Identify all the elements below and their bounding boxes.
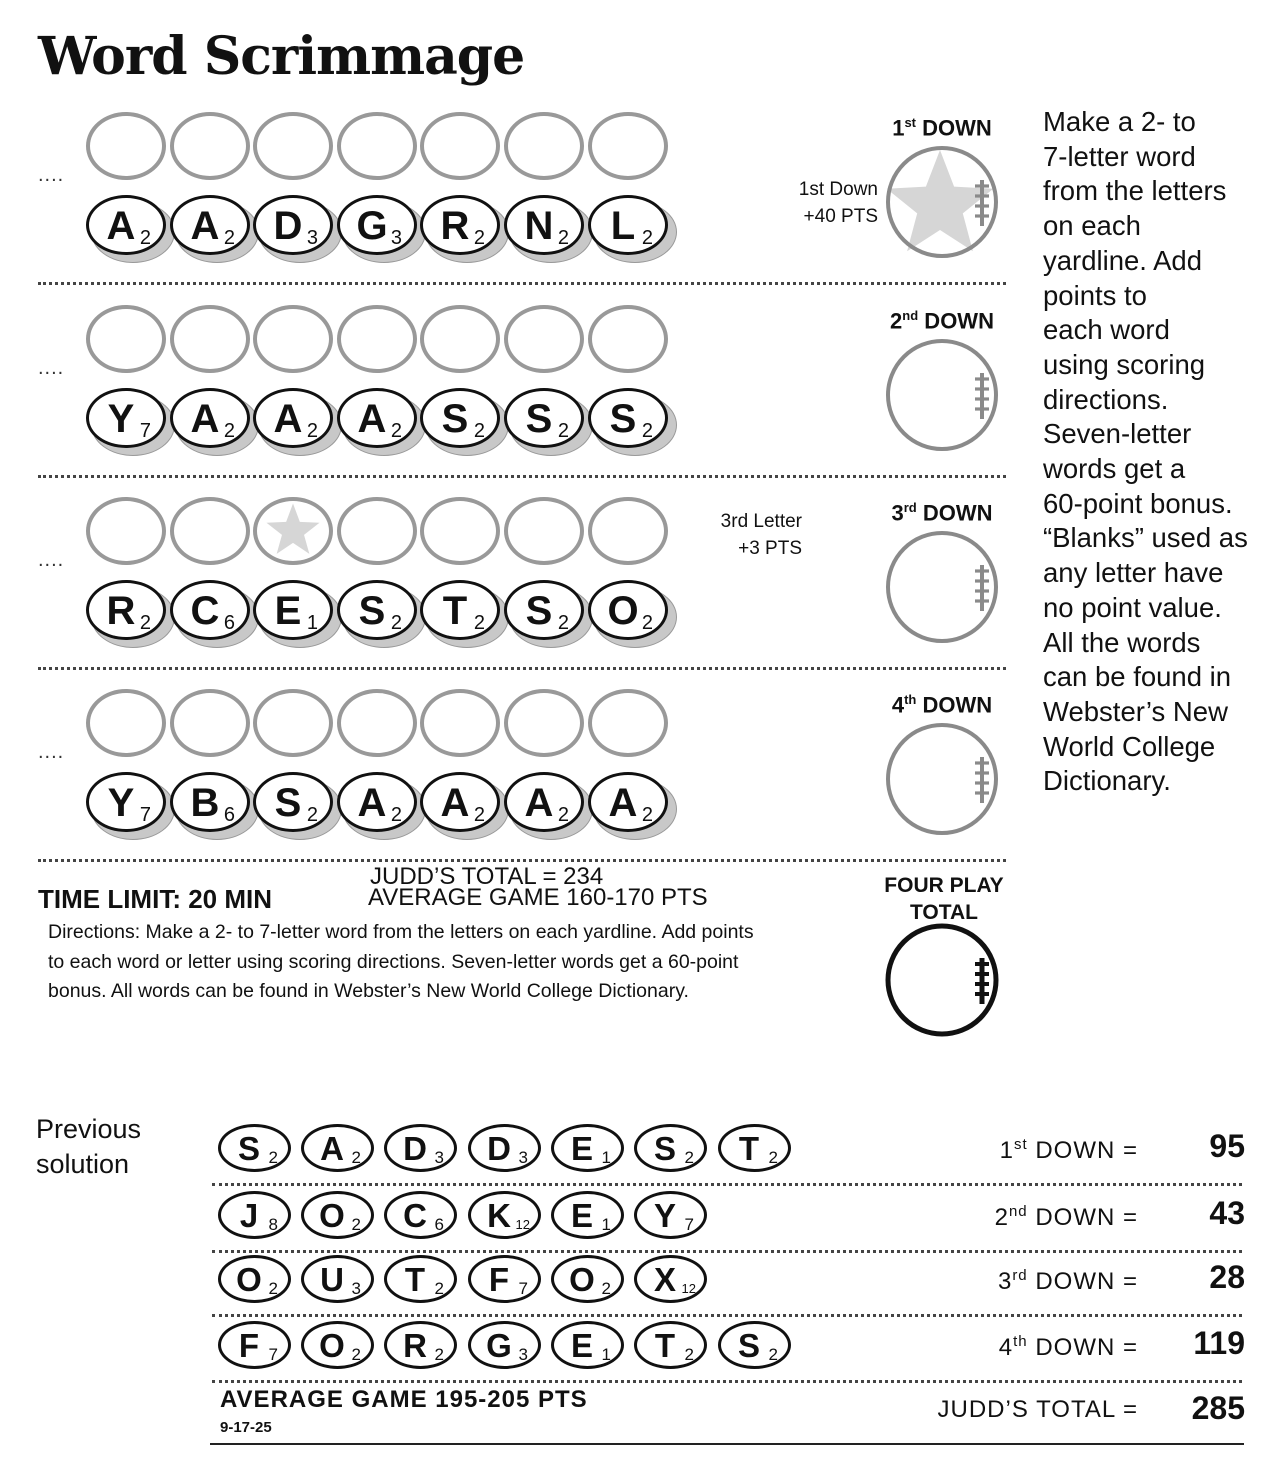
letter-tile[interactable]: [420, 580, 500, 640]
tile-points: 2: [139, 227, 151, 249]
solution-divider: [212, 1250, 1242, 1253]
tile-letter: A: [608, 781, 638, 825]
tile-letter: D: [403, 1130, 427, 1167]
letter-tile[interactable]: [504, 772, 584, 832]
tile-points: 3: [434, 1148, 444, 1167]
letter-tile[interactable]: [253, 580, 333, 640]
solution-tile: [384, 1191, 457, 1239]
down-label: [862, 308, 1022, 334]
letter-tile[interactable]: [504, 580, 584, 640]
tile-letter: S: [609, 397, 637, 441]
four-play-total-line: TOTAL: [909, 901, 979, 924]
solution-tile: [468, 1321, 541, 1369]
tile-letter: S: [525, 397, 553, 441]
down-word: DOWN: [916, 500, 993, 526]
tile-points: 1: [601, 1215, 611, 1234]
judds-total: JUDD’S TOTAL = 234: [370, 863, 604, 890]
solution-down-label: [890, 1203, 1138, 1232]
down-suffix: st: [1013, 1136, 1028, 1153]
letter-tile[interactable]: [337, 388, 417, 448]
solution-tile: [218, 1191, 291, 1239]
tile-letter: O: [607, 589, 639, 633]
tile-points: 2: [223, 420, 235, 442]
tile-letter: E: [570, 1130, 593, 1167]
tile-letter: S: [737, 1327, 760, 1364]
letter-tile[interactable]: [253, 388, 333, 448]
down-suffix: nd: [1008, 1203, 1028, 1220]
tile-letter: A: [320, 1130, 344, 1167]
letter-tile[interactable]: [420, 195, 500, 255]
letter-tile[interactable]: [588, 580, 668, 640]
letter-tile[interactable]: [86, 388, 166, 448]
tile-letter: D: [487, 1130, 511, 1167]
down-number: 3: [891, 500, 904, 526]
solution-tile: [384, 1321, 457, 1369]
four-play-total-label: [866, 872, 1022, 926]
tile-letter: B: [190, 781, 220, 825]
tile-points: 7: [518, 1279, 528, 1298]
tile-letter: E: [274, 589, 302, 633]
solution-tile: [551, 1321, 624, 1369]
tile-points: 3: [518, 1345, 528, 1364]
tile-letter: A: [357, 397, 387, 441]
tile-letter: C: [190, 589, 220, 633]
down-label: [862, 115, 1022, 141]
tile-points: 3: [351, 1279, 361, 1298]
tile-points: 2: [434, 1279, 444, 1298]
solution-tile: [218, 1321, 291, 1369]
solution-divider: [212, 1183, 1242, 1186]
tile-points: 2: [306, 804, 318, 826]
bonus-line: 3rd Letter: [720, 511, 802, 532]
tile-points: 1: [601, 1345, 611, 1364]
solution-tile: [551, 1124, 624, 1172]
letter-tile[interactable]: [420, 388, 500, 448]
solution-down-score: 43: [1209, 1195, 1245, 1231]
tile-letter: Y: [107, 781, 135, 825]
tile-points: 7: [139, 804, 151, 826]
tile-points: 12: [681, 1281, 696, 1296]
answer-slot[interactable]: [504, 112, 584, 180]
tile-points: 2: [351, 1215, 361, 1234]
tile-letter: A: [440, 781, 470, 825]
sidebar-line: Make a 2- to: [1043, 106, 1196, 137]
down-word: DOWN =: [1027, 1334, 1138, 1361]
tile-points: 2: [268, 1279, 278, 1298]
directions-line: Directions: Make a 2- to 7-letter word from the letters on each yardline. Add points: [48, 921, 754, 943]
answer-slot[interactable]: [86, 689, 166, 757]
sidebar-line: points to: [1043, 279, 1147, 311]
solution-tile: [384, 1124, 457, 1172]
letter-tile[interactable]: [170, 388, 250, 448]
tile-letter: S: [358, 589, 386, 633]
tile-letter: E: [570, 1197, 593, 1234]
bonus-note: [686, 508, 802, 562]
yardline-divider: [38, 475, 1006, 478]
tile-letter: C: [403, 1197, 427, 1234]
tile-letter: X: [653, 1261, 676, 1298]
down-label: [862, 500, 1022, 526]
sidebar-line: any letter have: [1043, 557, 1224, 589]
tile-points: 7: [268, 1345, 278, 1364]
letter-tile[interactable]: [337, 195, 417, 255]
bonus-line: +40 PTS: [803, 206, 878, 227]
solution-down-score: 95: [1209, 1128, 1245, 1164]
tile-points: 8: [268, 1215, 278, 1234]
solution-down-score: 119: [1193, 1325, 1245, 1361]
sidebar-line: can be found in: [1043, 661, 1232, 693]
tile-letter: A: [190, 397, 220, 441]
answer-slot[interactable]: [504, 497, 584, 565]
solution-divider: [212, 1314, 1242, 1317]
down-number: 2: [890, 308, 903, 334]
answer-slot[interactable]: [253, 112, 333, 180]
bottom-rule: [210, 1443, 1244, 1445]
tile-points: 2: [557, 612, 569, 634]
sidebar-line: All the words: [1043, 626, 1201, 658]
letter-tile[interactable]: [588, 388, 668, 448]
yardline-divider: [38, 859, 1006, 862]
tile-points: 1: [601, 1148, 611, 1167]
solution-tile: [301, 1191, 374, 1239]
tile-letter: S: [274, 781, 302, 825]
letter-tile[interactable]: [337, 772, 417, 832]
down-word: DOWN: [916, 115, 992, 141]
tile-points: 7: [684, 1215, 694, 1234]
sidebar-line: using scoring: [1043, 348, 1206, 380]
tile-letter: U: [320, 1261, 344, 1298]
answer-slot[interactable]: [86, 112, 166, 180]
time-limit: TIME LIMIT: 20 MIN: [38, 884, 272, 914]
down-number: 3: [997, 1268, 1013, 1295]
tile-letter: R: [440, 204, 470, 248]
solution-tile: [384, 1255, 457, 1303]
tile-points: 2: [473, 227, 485, 249]
tile-points: 2: [641, 420, 653, 442]
down-number: 1: [999, 1137, 1014, 1164]
tile-letter: Y: [653, 1197, 676, 1234]
letter-tile[interactable]: [86, 580, 166, 640]
solution-tile: [468, 1124, 541, 1172]
sidebar-line: Seven-letter: [1043, 418, 1192, 450]
tile-letter: A: [524, 781, 554, 825]
down-suffix: th: [904, 692, 917, 707]
tile-points: 7: [139, 420, 151, 442]
tile-points: 2: [641, 612, 653, 634]
answer-slot[interactable]: [170, 112, 250, 180]
tile-letter: T: [654, 1327, 676, 1364]
tile-letter: K: [487, 1197, 511, 1234]
tile-points: 2: [641, 804, 653, 826]
solution-down-label: [890, 1267, 1138, 1296]
solution-tile: [301, 1124, 374, 1172]
tile-letter: R: [106, 589, 136, 633]
sidebar-line: on each: [1043, 210, 1141, 242]
letter-tile[interactable]: [253, 772, 333, 832]
directions-line: to each word or letter using scoring directions. Seven-letter words get a 60-point: [48, 950, 739, 973]
instructions-sidebar: [1043, 105, 1265, 799]
down-word: DOWN: [916, 692, 993, 718]
previous-judds-total-label: JUDD’S TOTAL =: [937, 1396, 1138, 1423]
tile-points: 2: [390, 420, 402, 442]
answer-slot[interactable]: [504, 305, 584, 373]
tile-points: 2: [223, 227, 235, 249]
sidebar-line: “Blanks” used as: [1043, 522, 1248, 554]
tile-letter: S: [525, 589, 553, 633]
down-suffix: th: [1013, 1333, 1028, 1350]
answer-slot[interactable]: [504, 689, 584, 757]
down-number: 1: [892, 115, 905, 141]
solution-tile: [634, 1191, 707, 1239]
solution-tile: [218, 1124, 291, 1172]
down-suffix: nd: [902, 308, 919, 323]
tile-points: 2: [684, 1345, 694, 1364]
sidebar-line: World College: [1043, 730, 1216, 762]
previous-judds-total-value: 285: [1191, 1390, 1245, 1426]
yardline-marker: ....: [38, 741, 65, 763]
directions-line: bonus. All words can be found in Webster’s New World College Dictionary.: [48, 980, 689, 1002]
tile-letter: L: [610, 204, 636, 248]
letter-tile[interactable]: [588, 195, 668, 255]
tile-points: 2: [768, 1148, 778, 1167]
tile-letter: O: [569, 1261, 595, 1298]
answer-slot[interactable]: [420, 689, 500, 757]
bonus-line: +3 PTS: [738, 538, 802, 559]
sidebar-line: from the letters: [1043, 175, 1227, 207]
tile-points: 2: [684, 1148, 694, 1167]
answer-slot[interactable]: [588, 689, 668, 757]
tile-points: 2: [557, 227, 569, 249]
sidebar-line: Webster’s New: [1043, 695, 1228, 727]
tile-points: 1: [306, 612, 318, 634]
directions-text: [48, 918, 868, 1007]
answer-slot[interactable]: [420, 497, 500, 565]
tile-letter: S: [237, 1130, 260, 1167]
letter-tile[interactable]: [170, 580, 250, 640]
down-word: DOWN: [918, 308, 994, 334]
solution-down-label: [890, 1136, 1138, 1165]
tile-points: 3: [390, 227, 402, 249]
puzzle-date: 9-17-25: [220, 1419, 272, 1436]
bonus-star-icon: [264, 500, 322, 558]
solution-tile: [301, 1321, 374, 1369]
tile-letter: A: [190, 204, 220, 248]
tile-letter: E: [570, 1327, 593, 1364]
answer-slot[interactable]: [420, 305, 500, 373]
previous-solution-label: [36, 1112, 141, 1182]
solution-tile: [718, 1321, 791, 1369]
tile-points: 2: [434, 1345, 444, 1364]
sidebar-line: 7-letter word: [1043, 140, 1196, 172]
down-label: [862, 692, 1022, 718]
tile-points: 6: [223, 612, 235, 634]
football-score-icon[interactable]: [884, 527, 1004, 647]
tile-letter: O: [236, 1261, 262, 1298]
solution-tile: [468, 1191, 541, 1239]
tile-letter: F: [488, 1261, 510, 1298]
football-score-icon[interactable]: [884, 719, 1004, 839]
tile-letter: S: [441, 397, 469, 441]
tile-letter: A: [106, 204, 136, 248]
letter-tile[interactable]: [420, 772, 500, 832]
yardline-divider: [38, 282, 1006, 285]
tile-points: 2: [473, 612, 485, 634]
football-score-icon[interactable]: [884, 335, 1004, 455]
letter-tile[interactable]: [253, 195, 333, 255]
sidebar-line: words get a: [1043, 453, 1186, 485]
sidebar-line: each word: [1043, 314, 1170, 346]
solution-tile: [634, 1321, 707, 1369]
previous-average-game: AVERAGE GAME 195-205 PTS: [220, 1386, 588, 1413]
letter-tile[interactable]: [504, 388, 584, 448]
solution-tile: [218, 1255, 291, 1303]
tile-letter: N: [524, 204, 554, 248]
tile-letter: Y: [107, 397, 135, 441]
solution-tile: [468, 1255, 541, 1303]
tile-points: 2: [641, 227, 653, 249]
down-number: 4: [998, 1334, 1014, 1361]
tile-points: 2: [557, 804, 569, 826]
tile-points: 2: [557, 420, 569, 442]
previous-solution-line: solution: [36, 1149, 130, 1179]
answer-slot[interactable]: [588, 497, 668, 565]
tile-letter: T: [442, 589, 468, 633]
tile-letter: F: [238, 1327, 260, 1364]
tile-letter: D: [273, 204, 303, 248]
tile-points: 6: [434, 1215, 444, 1234]
page-title: Word Scrimmage: [38, 26, 525, 87]
answer-slot[interactable]: [337, 305, 417, 373]
tile-points: 2: [268, 1148, 278, 1167]
letter-tile[interactable]: [170, 772, 250, 832]
previous-solution-line: Previous: [36, 1114, 142, 1144]
down-word: DOWN =: [1027, 1204, 1138, 1231]
tile-letter: S: [653, 1130, 676, 1167]
sidebar-line: Dictionary.: [1043, 765, 1171, 797]
tile-letter: T: [404, 1261, 426, 1298]
letter-tile[interactable]: [504, 195, 584, 255]
letter-tile[interactable]: [170, 195, 250, 255]
solution-divider: [212, 1380, 1242, 1383]
tile-points: 3: [518, 1148, 528, 1167]
tile-letter: O: [319, 1327, 345, 1364]
tile-points: 2: [601, 1279, 611, 1298]
down-word: DOWN =: [1027, 1137, 1138, 1164]
tile-points: 2: [139, 612, 151, 634]
solution-tile: [551, 1255, 624, 1303]
down-suffix: rd: [1012, 1267, 1028, 1284]
answer-slot[interactable]: [337, 689, 417, 757]
tile-letter: J: [239, 1197, 259, 1234]
answer-slot[interactable]: [420, 112, 500, 180]
answer-slot[interactable]: [588, 305, 668, 373]
letter-tile[interactable]: [86, 772, 166, 832]
bonus-line: 1st Down: [798, 179, 878, 200]
answer-slot[interactable]: [337, 112, 417, 180]
tile-points: 6: [223, 804, 235, 826]
tile-points: 2: [351, 1345, 361, 1364]
down-suffix: st: [904, 115, 917, 130]
down-word: DOWN =: [1027, 1268, 1138, 1295]
solution-tile: [718, 1124, 791, 1172]
tile-letter: A: [357, 781, 387, 825]
tile-points: 2: [306, 420, 318, 442]
answer-slot[interactable]: [253, 689, 333, 757]
answer-slot[interactable]: [253, 305, 333, 373]
letter-tile[interactable]: [86, 195, 166, 255]
answer-slot[interactable]: [170, 497, 250, 565]
tile-points: 2: [390, 804, 402, 826]
football-score-icon[interactable]: [884, 142, 1004, 262]
tile-points: 2: [390, 612, 402, 634]
four-play-total-icon[interactable]: [882, 920, 1006, 1040]
letter-tile[interactable]: [337, 580, 417, 640]
down-suffix: rd: [903, 500, 917, 515]
down-number: 4: [891, 692, 905, 718]
four-play-total-line: FOUR PLAY: [884, 874, 1004, 897]
yardline-marker: ....: [38, 549, 65, 571]
answer-slot[interactable]: [170, 305, 250, 373]
solution-tile: [551, 1191, 624, 1239]
tile-points: 2: [473, 804, 485, 826]
answer-slot[interactable]: [86, 305, 166, 373]
tile-letter: G: [486, 1327, 512, 1364]
sidebar-line: no point value.: [1043, 591, 1222, 623]
solution-tile: [301, 1255, 374, 1303]
yardline-divider: [38, 667, 1006, 670]
solution-tile: [634, 1255, 707, 1303]
letter-tile[interactable]: [588, 772, 668, 832]
answer-slot[interactable]: [588, 112, 668, 180]
bonus-note: [760, 176, 878, 230]
answer-slot[interactable]: [337, 497, 417, 565]
solution-tile: [634, 1124, 707, 1172]
tile-letter: G: [356, 204, 388, 248]
tile-letter: O: [319, 1197, 345, 1234]
average-game: AVERAGE GAME 160-170 PTS: [368, 884, 708, 911]
down-number: 2: [994, 1204, 1009, 1231]
yardline-marker: ....: [38, 164, 65, 186]
answer-slot[interactable]: [86, 497, 166, 565]
tile-points: 2: [351, 1148, 361, 1167]
sidebar-line: directions.: [1043, 383, 1169, 415]
tile-letter: T: [738, 1130, 760, 1167]
yardline-marker: ....: [38, 357, 65, 379]
solution-down-score: 28: [1209, 1259, 1245, 1295]
sidebar-line: 60-point bonus.: [1043, 487, 1233, 519]
answer-slot[interactable]: [170, 689, 250, 757]
sidebar-line: yardline. Add: [1043, 244, 1202, 276]
tile-letter: R: [403, 1327, 427, 1364]
tile-points: 12: [515, 1217, 530, 1232]
tile-letter: A: [273, 397, 303, 441]
tile-points: 2: [768, 1345, 778, 1364]
tile-points: 2: [473, 420, 485, 442]
solution-down-label: [890, 1333, 1138, 1362]
tile-points: 3: [306, 227, 318, 249]
